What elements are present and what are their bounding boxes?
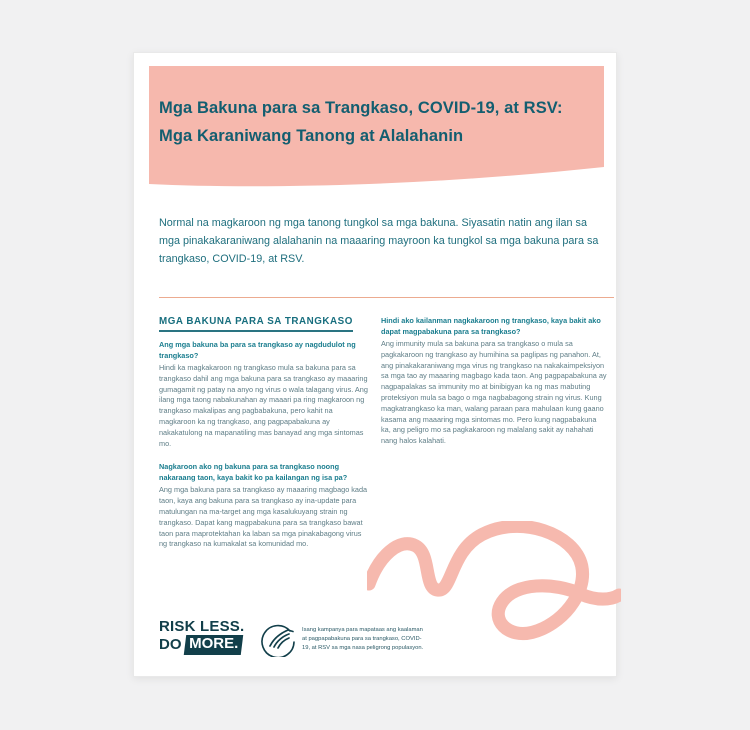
hhs-eagle-icon xyxy=(261,621,297,657)
brand-risk-less-text: RISK LESS. xyxy=(159,618,245,635)
brand-more-box xyxy=(183,635,243,655)
brand-do-more-row xyxy=(159,635,259,655)
qa-block xyxy=(159,340,371,449)
right-column xyxy=(381,316,607,460)
question-text: Nagkaroon ako ng bakuna para sa trangkaso noong nakaraang taon, kaya bakit ko pa kailangan ng isa pa? xyxy=(159,462,348,482)
question-text: Hindi ako kailanman nagkakaroon ng trangkaso, kaya bakit ako dapat magpabakuna para sa trangkaso? xyxy=(381,316,601,336)
risk-less-do-more-logo xyxy=(159,618,259,655)
left-column xyxy=(159,340,371,563)
brand-do-text: DO xyxy=(159,636,182,653)
section-divider-rule xyxy=(159,297,614,298)
answer-text: Hindi ka magkakaroon ng trangkaso mula sa bakuna para sa trangkaso dahil ang mga bakuna para sa trangkaso ay maaaring gumagamit ng patay na anyo ng virus o wala talagang virus. Ang ilang mga taong nabakunahan ay maaari pa ring magkaroon ng trangkaso makalipas ang pagbabakuna, pero kahit na magkaroon ka ng trangkaso, ang pagpapabakuna ay nakakatulong na mapanatiling mas banayad ang mga sintomas mo. xyxy=(159,363,368,448)
campaign-note: Isang kampanya para mapataas ang kaalaman at pagpapabakuna para sa trangkaso, COVID-19, at RSV sa mga nasa peligrong populasyon. xyxy=(302,627,424,651)
answer-text: Ang immunity mula sa bakuna para sa trangkaso o mula sa pagkakaroon ng trangkaso ay humihina sa paglipas ng panahon. At, ang pinakakaraniwang mga virus ng trangkaso na nakakaimpeksiyon sa mga tao ay maaaring magbago kada taon. Ang pagpapabakuna ay nagpapalakas sa immunity mo at binibigyan ka ng mas mabuting proteksiyon mula sa bago o mga nagbabagong strain ng virus. Kung magkatrangkaso ka man, walang paraan para mahulaan kung gaano kasama ang maaaring mga sintomas mo. Pero kung nagpabakuna ka, ang peligro mo sa pagkakaroon ng malalang sakit ay nahahati nang halos kalahati. xyxy=(381,339,607,446)
qa-block xyxy=(381,316,607,447)
page-title-line1: Mga Bakuna para sa Trangkaso, COVID-19, at RSV: xyxy=(159,99,563,117)
intro-paragraph: Normal na magkaroon ng mga tanong tungkol sa mga bakuna. Siyasatin natin ang ilan sa mga pinakakaraniwang alalahanin na maaaring mayroon ka tungkol sa mga bakuna para sa trangkaso, COVID-19, at RSV. xyxy=(159,217,599,266)
answer-text: Ang mga bakuna para sa trangkaso ay maaaring magbago kada taon, kaya ang bakuna para sa trangkaso ay ina-update para matulungan na ma-target ang mga kasalukuyang strain ng trangkaso. Dapat kang magpabakuna para sa trangkaso bawat taon para maprotektahan ka laban sa mga pinakabagong virus ng trangkaso na kumakalat sa komunidad mo. xyxy=(159,485,368,549)
section-heading-flu-vaccines: MGA BAKUNA PARA SA TRANGKASO xyxy=(159,316,353,332)
qa-block xyxy=(159,462,371,550)
page-title-line2: Mga Karaniwang Tanong at Alalahanin xyxy=(159,126,464,145)
brand-more-text: MORE. xyxy=(188,635,238,652)
hhs-eagle-graphic xyxy=(261,621,297,657)
page-title xyxy=(159,95,605,150)
question-text: Ang mga bakuna ba para sa trangkaso ay nagdudulot ng trangkaso? xyxy=(159,340,356,360)
document-page xyxy=(133,52,617,677)
